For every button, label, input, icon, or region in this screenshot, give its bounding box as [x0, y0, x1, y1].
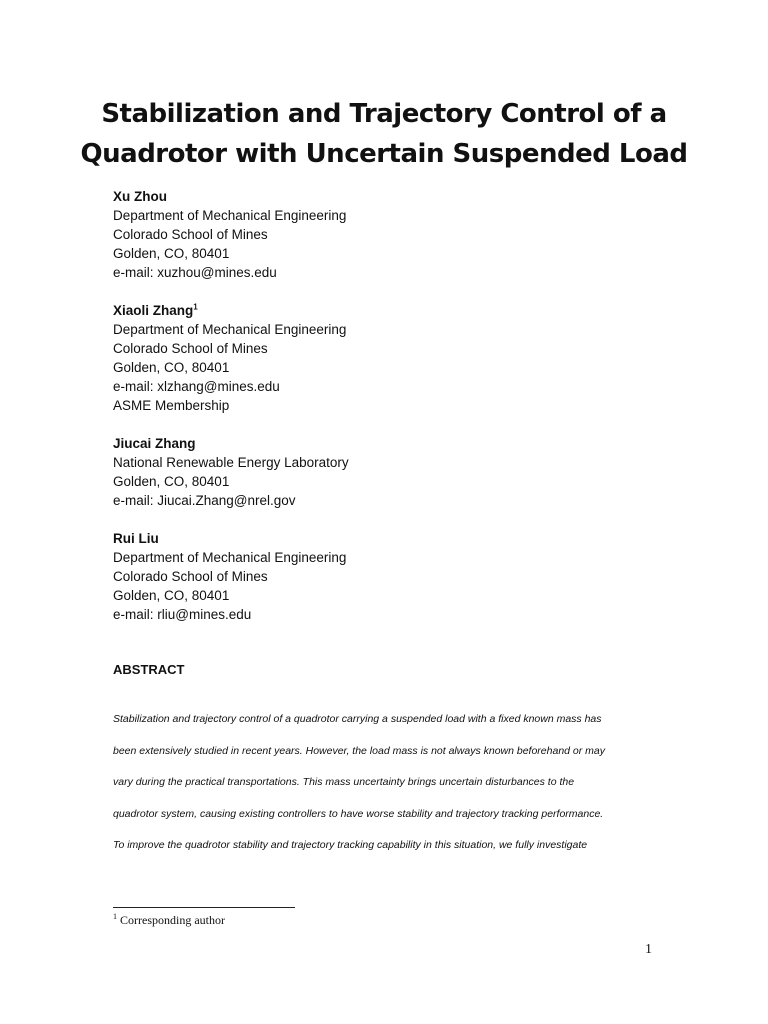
author-affiliation: Department of Mechanical Engineering	[113, 322, 347, 337]
author-block	[113, 529, 346, 624]
author-name: Xiaoli Zhang$^1$	[113, 302, 198, 318]
author-affiliation: Department of Mechanical Engineering	[113, 550, 347, 565]
author-email: e-mail: xuzhou@mines.edu	[113, 265, 277, 280]
author-affiliation: Department of Mechanical Engineering	[113, 208, 347, 223]
paper-title	[60, 94, 708, 174]
author-email: e-mail: rliu@mines.edu	[113, 607, 252, 622]
abstract-heading: ABSTRACT	[113, 662, 185, 677]
author-affiliation: Colorado School of Mines	[113, 227, 268, 242]
abstract-line: been extensively studied in recent years. However, the load mass is not always known beforehand or may	[113, 744, 606, 757]
author-name: Jiucai Zhang	[113, 436, 196, 451]
author-name: Rui Liu	[113, 531, 159, 546]
author-name: Xu Zhou	[113, 189, 167, 204]
author-address: Golden, CO, 80401	[113, 474, 230, 489]
author-block	[113, 187, 346, 282]
footnote-divider	[113, 907, 295, 908]
author-email: e-mail: xlzhang@mines.edu	[113, 379, 280, 394]
author-address: Golden, CO, 80401	[113, 246, 230, 261]
abstract-line: To improve the quadrotor stability and trajectory tracking capability in this situation, we fully investigate	[113, 839, 588, 851]
abstract-line: vary during the practical transportations. This mass uncertainty brings uncertain disturbances to the	[113, 776, 575, 788]
author-block	[113, 434, 349, 510]
footnote-mark: 1	[113, 912, 117, 921]
abstract-line: quadrotor system, causing existing controllers to have worse stability and trajectory tracking performance.	[113, 807, 604, 820]
title-line: Quadrotor with Uncertain Suspended Load	[80, 139, 688, 169]
author-address: Golden, CO, 80401	[113, 360, 230, 375]
author-membership: ASME Membership	[113, 398, 230, 413]
footnote	[113, 913, 225, 928]
author-affiliation: National Renewable Energy Laboratory	[113, 455, 349, 470]
author-address: Golden, CO, 80401	[113, 588, 230, 603]
author-affiliation: Colorado School of Mines	[113, 341, 268, 356]
author-block	[113, 301, 346, 415]
abstract-body	[113, 710, 673, 868]
footnote-text: Corresponding author	[117, 913, 225, 927]
footnote-mark: 1	[193, 302, 198, 312]
author-email: e-mail: Jiucai.Zhang@nrel.gov	[113, 493, 296, 508]
author-affiliation: Colorado School of Mines	[113, 569, 268, 584]
title-line: Stabilization and Trajectory Control of a	[101, 99, 667, 129]
page-number: 1	[645, 942, 652, 957]
abstract-line: Stabilization and trajectory control of a quadrotor carrying a suspended load with a fixed known mass has	[113, 713, 602, 725]
